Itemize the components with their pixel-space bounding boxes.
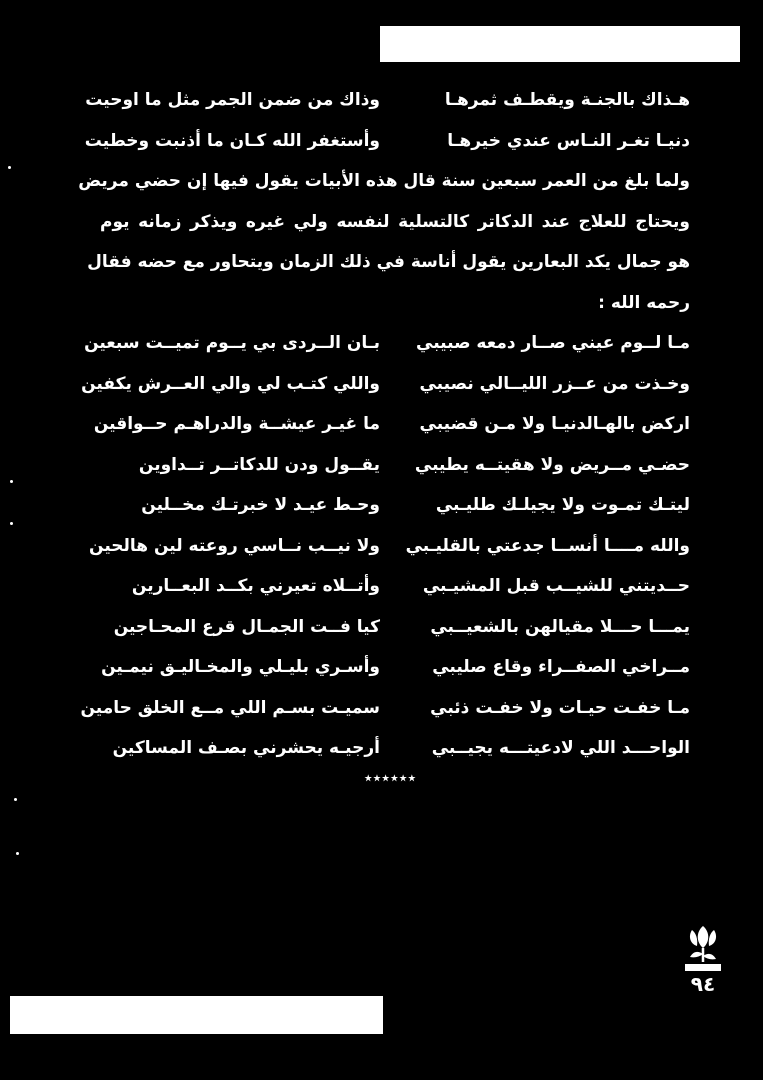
prose-verse <box>85 80 690 121</box>
prose-line: رحمه الله : <box>598 292 690 313</box>
verse-second-hemistich: وأسـري بليـلي والمخـاليـق نيمـين <box>101 657 380 677</box>
page-number: ٩٤ <box>690 972 716 996</box>
prose-line: ويحتاج للعلاج عند الدكاتر كالتسلية لنفسه ولي غيره ويذكر زمانه يوم <box>100 211 690 232</box>
prose-line: هو جمال يكد البعارين يقول أناسة في ذلك الزمان ويتحاور مع حضه فقال <box>87 252 690 272</box>
verse-first-hemistich: مــراخي الصفــراء وقاع صليبي <box>432 657 690 677</box>
poem-verse <box>81 364 690 405</box>
poem-verse <box>100 647 690 688</box>
verse-second-hemistich: وذاك من ضمن الجمر مثل ما اوحيت <box>85 90 380 110</box>
verse-second-hemistich: ما غيـر عيشــة والدراهـم حــواقين <box>93 414 380 434</box>
prose-line: ولما بلغ من العمر سبعين سنة قال هذه الأبيات يقول فيها إن حضي مريض <box>78 171 690 191</box>
poem-verse <box>100 485 690 526</box>
poem-verse <box>93 404 690 445</box>
section-separator: ٭٭٭٭٭٭ <box>363 768 417 787</box>
verse-first-hemistich: وخـذت من عــزر الليــالي نصيبي <box>419 373 690 394</box>
poem-verse <box>100 728 690 769</box>
scan-speck <box>10 522 13 525</box>
verse-second-hemistich: أرجيـه يحشرني بصـف المساكين <box>112 738 380 758</box>
verse-second-hemistich: واللي كتـب لي والي العــرش يكفين <box>81 373 380 394</box>
scan-speck <box>16 852 19 855</box>
poem-verse <box>100 445 690 486</box>
poem-verse <box>80 688 690 729</box>
verse-second-hemistich: ولا نيــب نــاسي روعته لين هالحين <box>89 535 380 556</box>
verse-second-hemistich: كيا فــت الجمـال قرع المحـاجين <box>113 616 380 637</box>
text-block <box>78 80 690 769</box>
scan-speck <box>14 798 17 801</box>
verse-first-hemistich: اركض بالهـالدنيـا ولا مـن قضيبي <box>419 414 690 434</box>
poem-verse <box>89 526 690 567</box>
verse-first-hemistich: حــديتني للشيــب قبل المشيـبي <box>422 576 690 596</box>
poem-verse <box>100 607 690 648</box>
poem-verse <box>84 323 690 364</box>
verse-second-hemistich: وحـط عيـد لا خبرتـك مخــلين <box>141 495 380 515</box>
verse-first-hemistich: حضـي مــريض ولا هقيتــه يطيبي <box>414 454 690 475</box>
verse-second-hemistich: بـان الــردى بي يــوم تميــت سبعين <box>84 333 380 353</box>
poem-verse <box>100 566 690 607</box>
scan-speck <box>8 166 11 169</box>
verse-first-hemistich: هـذاك بالجنـة ويقطـف ثمرهـا <box>444 90 690 110</box>
verse-second-hemistich: وأستغفر الله كـان ما أذنبت وخطيت <box>84 130 380 151</box>
verse-first-hemistich: دنيـا تغـر النـاس عندي خيرهـا <box>447 130 690 151</box>
verse-second-hemistich: وأتــلاه تعيرني بكــد البعــارين <box>131 576 380 596</box>
verse-second-hemistich: سميـت بسـم اللي مــع الخلق حامين <box>80 697 380 718</box>
verse-first-hemistich: مـا لــوم عيني صــار دمعه صبيبي <box>416 333 690 353</box>
header-bar <box>380 26 740 62</box>
verse-first-hemistich: مـا خفـت حيـات ولا خفـت ذئبي <box>430 697 690 718</box>
verse-first-hemistich: والله مــــا أنســا جدعتي بالقليـبي <box>405 535 690 556</box>
verse-first-hemistich: ليتـك تمـوت ولا يجيلـك طليـبي <box>435 495 690 515</box>
footer-bar <box>10 996 383 1034</box>
verse-second-hemistich: يقــول ودن للدكاتــر تــداوين <box>138 454 380 475</box>
verse-first-hemistich: الواحـــد اللي لادعيتـــه يجيــبي <box>431 738 690 758</box>
scan-speck <box>10 480 13 483</box>
prose-verse <box>84 121 690 162</box>
flower-icon <box>683 918 723 974</box>
verse-first-hemistich: يمـــا حـــلا مقيالهن بالشعيــبي <box>430 616 690 637</box>
